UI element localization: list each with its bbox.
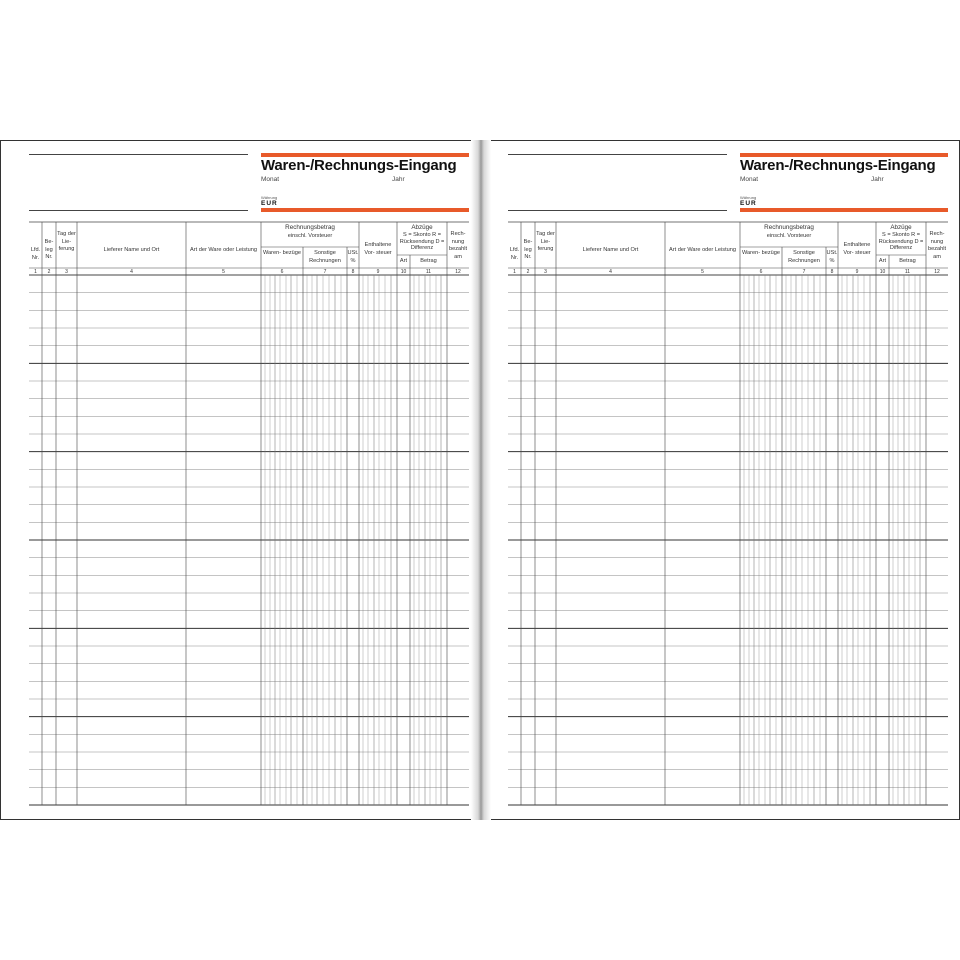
header-art: Art <box>878 258 887 264</box>
header-tag-der-lieferung: Tag der Lie- ferung <box>57 231 76 253</box>
header-beleg-nr: Be- leg Nr. <box>523 239 533 261</box>
header-sonstige-rechnungen: Sonstige Rechnungen <box>788 250 820 264</box>
column-number: 5 <box>222 269 225 275</box>
header-rechnung-bezahlt-am: Rech- nung bezahlt am <box>448 231 468 260</box>
waehrung-label: Währung <box>261 195 278 200</box>
header-einschl-vorsteuer: einschl. Vorsteuer <box>287 233 333 239</box>
header-abzuege: Abzüge <box>411 224 433 231</box>
column-number: 10 <box>879 269 886 275</box>
column-number: 8 <box>830 269 834 275</box>
header-enthaltene-vorsteuer: Enthaltene Vor- steuer <box>364 242 392 256</box>
header-beleg-nr: Be- leg Nr. <box>44 239 54 261</box>
header-art-der-ware: Art der Ware oder Leistung <box>669 247 736 253</box>
header-rechnung-bezahlt-am: Rech- nung bezahlt am <box>927 231 947 260</box>
header-lieferer: Lieferer Name und Ort <box>582 247 639 253</box>
column-number: 9 <box>855 269 859 275</box>
column-number: 7 <box>802 269 806 275</box>
header-einschl-vorsteuer: einschl. Vorsteuer <box>766 233 812 239</box>
ledger-grid <box>29 141 469 821</box>
header-sonstige-rechnungen: Sonstige Rechnungen <box>309 250 341 264</box>
currency-value: EUR <box>740 200 757 207</box>
column-number: 2 <box>47 269 51 275</box>
column-number: 9 <box>376 269 380 275</box>
header-lfd-nr: Lfd. Nr. <box>509 247 520 261</box>
header-ust: USt. % <box>826 250 838 264</box>
column-number: 6 <box>759 269 763 275</box>
currency-value: EUR <box>261 200 278 207</box>
column-number: 12 <box>934 269 940 275</box>
header-betrag: Betrag <box>899 258 916 264</box>
waehrung-label: Währung <box>740 195 757 200</box>
monat-label: Monat <box>740 176 759 183</box>
column-number: 12 <box>455 269 461 275</box>
column-number: 1 <box>34 269 37 275</box>
header-rechnungsbetrag: Rechnungsbetrag <box>764 224 814 231</box>
jahr-label: Jahr <box>871 176 884 183</box>
header-lieferer: Lieferer Name und Ort <box>103 247 160 253</box>
header-abzuege-legend: S = Skonto R = Rücksendung D = Differenz <box>878 232 924 252</box>
ledger-title: Waren-/Rechnungs-Eingang <box>261 157 457 174</box>
column-number: 4 <box>130 269 133 275</box>
header-lfd-nr: Lfd. Nr. <box>30 247 41 261</box>
book-spine <box>471 140 491 820</box>
column-number: 2 <box>526 269 530 275</box>
open-ledger-book <box>0 140 960 820</box>
right-page <box>508 141 948 821</box>
column-number: 3 <box>544 269 547 275</box>
header-rechnungsbetrag: Rechnungsbetrag <box>285 224 335 231</box>
column-number: 4 <box>609 269 612 275</box>
header-warenbezuege: Waren- bezüge <box>262 250 302 256</box>
column-number: 11 <box>904 269 911 275</box>
header-warenbezuege: Waren- bezüge <box>741 250 781 256</box>
column-number: 1 <box>513 269 516 275</box>
column-number: 5 <box>701 269 704 275</box>
header-art: Art <box>399 258 408 264</box>
column-number: 11 <box>425 269 432 275</box>
header-abzuege: Abzüge <box>890 224 912 231</box>
column-number: 10 <box>400 269 407 275</box>
column-number: 8 <box>351 269 355 275</box>
left-page <box>29 141 469 821</box>
ledger-grid <box>508 141 948 821</box>
header-tag-der-lieferung: Tag der Lie- ferung <box>536 231 555 253</box>
header-enthaltene-vorsteuer: Enthaltene Vor- steuer <box>843 242 871 256</box>
column-number: 7 <box>323 269 327 275</box>
monat-label: Monat <box>261 176 280 183</box>
ledger-title: Waren-/Rechnungs-Eingang <box>740 157 936 174</box>
column-number: 3 <box>65 269 68 275</box>
header-art-der-ware: Art der Ware oder Leistung <box>190 247 257 253</box>
header-betrag: Betrag <box>420 258 437 264</box>
column-number: 6 <box>280 269 284 275</box>
jahr-label: Jahr <box>392 176 405 183</box>
header-abzuege-legend: S = Skonto R = Rücksendung D = Differenz <box>399 232 445 252</box>
header-ust: USt. % <box>347 250 359 264</box>
